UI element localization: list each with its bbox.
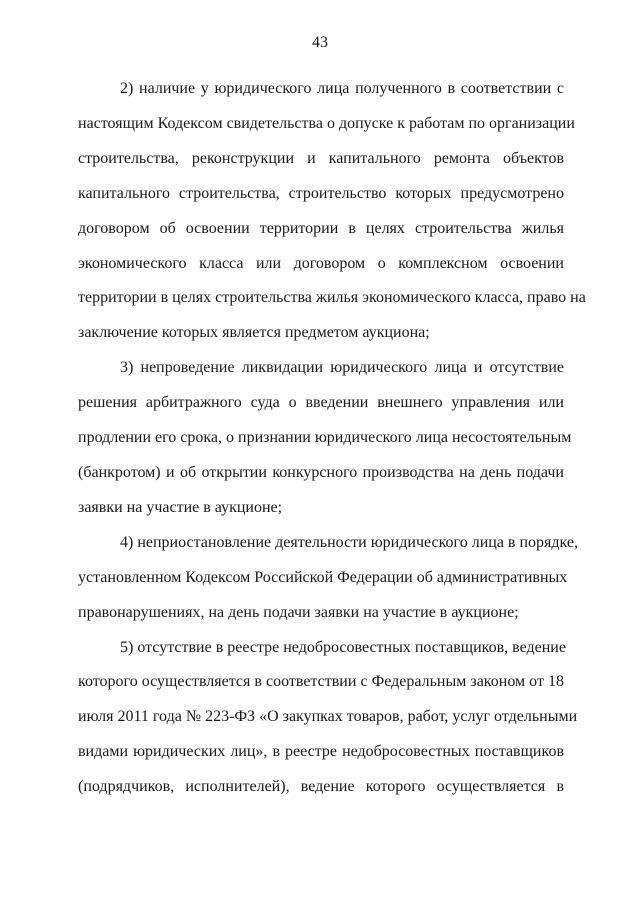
text-line: установленном Кодексом Российской Федерации об административных xyxy=(78,568,568,586)
text-line: территории в целях строительства жилья экономического класса, право на xyxy=(78,289,586,307)
text-line: заявки на участие в аукционе; xyxy=(78,498,283,516)
text-line: договором об освоении территории в целях строительства жилья xyxy=(78,219,564,237)
text-line: видами юридических лиц», в реестре недобросовестных поставщиков xyxy=(78,743,564,761)
text-line: (банкротом) и об открытии конкурсного производства на день подачи xyxy=(78,463,564,481)
document-body xyxy=(78,72,586,805)
text-line: 4) неприостановление деятельности юридического лица в порядке, xyxy=(120,533,579,551)
text-line: 3) непроведение ликвидации юридического лица и отсутствие xyxy=(120,359,564,377)
paragraph-5 xyxy=(78,631,578,806)
text-line: 5) отсутствие в реестре недобросовестных поставщиков, ведение xyxy=(120,638,566,656)
paragraph-4 xyxy=(78,526,579,631)
text-line: заключение которых является предметом аукциона; xyxy=(78,324,430,342)
text-line: строительства, реконструкции и капитального ремонта объектов xyxy=(78,149,564,167)
text-line: капитального строительства, строительство которых предусмотрено xyxy=(78,184,564,202)
text-line: июля 2011 года № 223-ФЗ «О закупках товаров, работ, услуг отдельными xyxy=(78,708,578,726)
paragraph-2 xyxy=(78,72,586,351)
page-number: 43 xyxy=(312,34,328,51)
text-line: 2) наличие у юридического лица полученного в соответствии с xyxy=(120,80,564,97)
text-line: настоящим Кодексом свидетельства о допуске к работам по организации xyxy=(78,114,575,132)
paragraph-3 xyxy=(78,351,572,526)
text-line: (подрядчиков, исполнителей), ведение которого осуществляется в xyxy=(78,778,564,796)
text-line: решения арбитражного суда о введении внешнего управления или xyxy=(78,394,564,412)
text-line: которого осуществляется в соответствии с Федеральным законом от 18 xyxy=(78,673,564,691)
text-line: правонарушениях, на день подачи заявки на участие в аукционе; xyxy=(78,603,519,621)
text-line: продлении его срока, о признании юридического лица несостоятельным xyxy=(78,429,572,447)
text-line: экономического класса или договором о комплексном освоении xyxy=(78,254,564,272)
